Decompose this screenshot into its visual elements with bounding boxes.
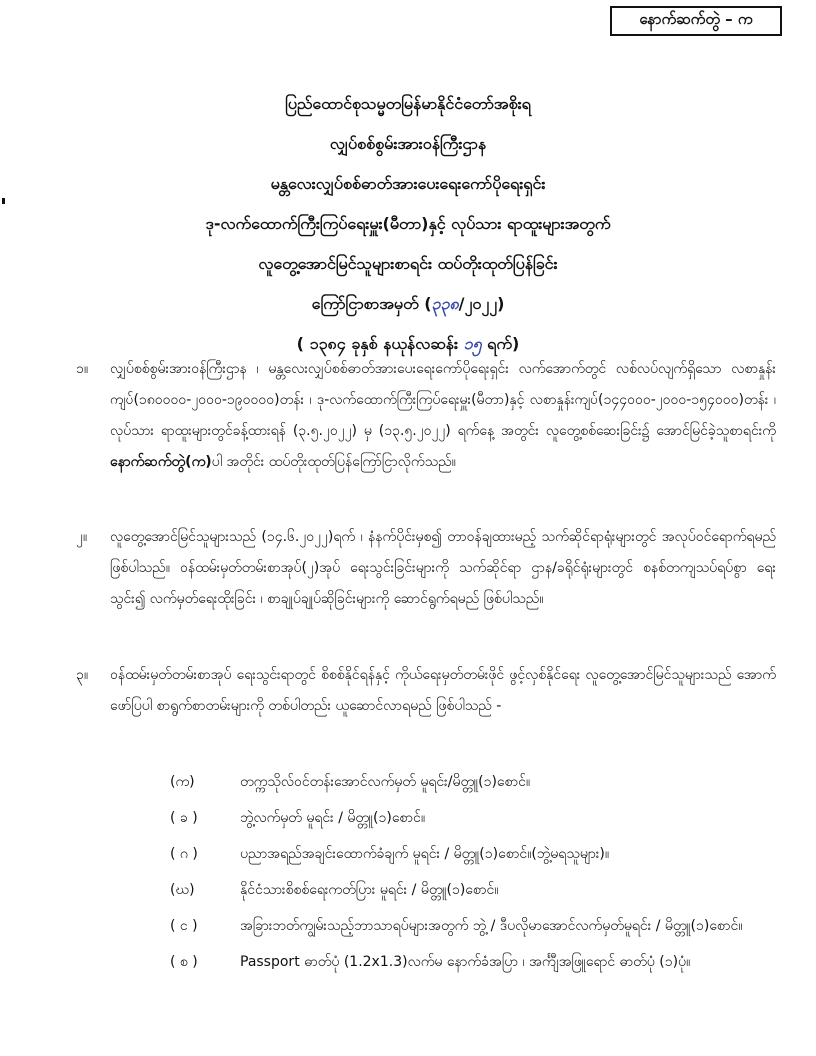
list-item xyxy=(170,768,776,796)
paragraph-text: လျှပ်စစ်စွမ်းအားဝန်ကြီးဌာန ၊ မန္တလေးလျှပ်စစ်ဓာတ်အားပေးရေးကော်ပိုရေးရှင်း လက်အောက်တွင် လစ်လပ်လျက်ရှိသော လစာနှုန်းကျပ်(၁၈၀၀၀၀-၂၀၀၀-၁၉၀၀၀၀)တန်း ၊ ဒု-လက်ထောက်ကြီးကြပ်ရေးမှူး(မီတာ)နှင့် လစာနှုန်းကျပ်(၁၄၄၀၀၀-၂၀၀၀-၁၅၄၀၀၀)တန်း ၊ လုပ်သား ရာထူးများတွင်ခန့်ထားရန် (၃.၅.၂၀၂၂) မှ (၁၃.၅.၂၀၂၂) ရက်နေ့ အတွင်း လူတွေ့စစ်ဆေးခြင်း၌ အောင်မြင်ခဲ့သူစာရင်းကို xyxy=(110,361,776,439)
notice-number-handwritten: ၃၃၈ xyxy=(431,294,459,313)
list-item xyxy=(170,840,776,868)
date-suffix: ရက်) xyxy=(481,334,520,353)
document-list xyxy=(170,768,776,984)
date-handwritten-day: ၁၅ xyxy=(463,334,482,353)
paragraph-text-after: ပါ အတိုင်း ထပ်တိုးထုတ်ပြန်ကြော်ငြာလိုက်သည်။ xyxy=(211,454,456,470)
paragraph-3 xyxy=(76,660,776,722)
notice-number-suffix: /၂၀၂၂) xyxy=(458,294,505,313)
paragraph-bold-ref: နောက်ဆက်တွဲ(က) xyxy=(110,454,212,470)
header-corporation: မန္တလေးလျှပ်စစ်ဓာတ်အားပေးရေးကော်ပိုရေးရှင်း xyxy=(270,174,546,193)
list-marker: (က) xyxy=(170,774,195,790)
paragraph-2 xyxy=(76,522,776,615)
scan-mark xyxy=(2,198,5,204)
list-item xyxy=(170,948,776,976)
list-item-text: ဘွဲ့လက်မှတ် မူရင်း / မိတ္တူ(၁)စောင်။ xyxy=(240,810,426,826)
paragraph-text: ဝန်ထမ်းမှတ်တမ်းစာအုပ် ရေးသွင်းရာတွင် စိစစ်နိုင်ရန်နှင့် ကိုယ်ရေးမှတ်တမ်းဖိုင် ဖွင့်လှစ်နိုင်ရေး လူတွေ့အောင်မြင်သူများသည် အောက်ဖော်ပြပါ စာရွက်စာတမ်းများကို တစ်ပါတည်း ယူဆောင်လာရမည် ဖြစ်ပါသည် - xyxy=(110,667,776,714)
paragraph-1 xyxy=(76,354,776,478)
header-positions: ဒု-လက်ထောက်ကြီးကြပ်ရေးမှူး(မီတာ)နှင့် လုပ်သား ရာထူးများအတွက် xyxy=(205,214,611,233)
list-marker: ( င ) xyxy=(170,918,198,934)
list-item xyxy=(170,804,776,832)
list-marker: ( စ ) xyxy=(170,954,198,970)
header-ministry: လျှပ်စစ်စွမ်းအားဝန်ကြီးဌာန xyxy=(329,134,487,153)
list-marker: ( ဂ ) xyxy=(170,846,198,862)
annex-label: နောက်ဆက်တွဲ – က xyxy=(610,6,782,36)
document-header xyxy=(40,84,776,364)
header-subject: လူတွေ့အောင်မြင်သူများစာရင်း ထပ်တိုးထုတ်ပြန်ခြင်း xyxy=(258,254,558,273)
list-item-text: Passport ဓာတ်ပုံ (1.2x1.3)လက်မ နောက်ခံအပြာ ၊ အင်္ကျီအဖြူရောင် ဓာတ်ပုံ (၁)ပုံ။ xyxy=(240,954,691,970)
list-marker: (ဃ) xyxy=(170,882,195,898)
list-item xyxy=(170,876,776,904)
list-item xyxy=(170,912,776,940)
paragraph-number: ၃။ xyxy=(76,667,89,683)
paragraph-number: ၂။ xyxy=(76,529,88,545)
paragraph-text: လူတွေ့အောင်မြင်သူများသည် (၁၄.၆.၂၀၂၂)ရက် ၊ နံနက်ပိုင်းမှစ၍ တာဝန်ချထားမည့် သက်ဆိုင်ရာရုံးများတွင် အလုပ်ဝင်ရောက်ရမည်ဖြစ်ပါသည်။ ဝန်ထမ်းမှတ်တမ်းစာအုပ်(၂)အုပ် ရေးသွင်းခြင်းများကို သက်ဆိုင်ရာ ဌာန/ခရိုင်ရုံးများတွင် စနစ်တကျသပ်ရပ်စွာ ရေးသွင်း၍ လက်မှတ်ရေးထိုးခြင်း ၊ စာချုပ်ချုပ်ဆိုခြင်းများကို ဆောင်ရွက်ရမည် ဖြစ်ပါသည်။ xyxy=(110,529,776,607)
list-item-text: နိုင်ငံသားစိစစ်ရေးကတ်ပြား မူရင်း / မိတ္တူ(၁)စောင်။ xyxy=(240,882,499,898)
list-item-text: တက္ကသိုလ်ဝင်တန်းအောင်လက်မှတ် မူရင်း/မိတ္တူ(၁)စောင်။ xyxy=(240,774,531,790)
list-item-text: ပညာအရည်အချင်းထောက်ခံချက် မူရင်း / မိတ္တူ(၁)စောင်။(ဘွဲ့မရသူများ)။ xyxy=(240,846,610,862)
header-government: ပြည်ထောင်စုသမ္မတမြန်မာနိုင်ငံတော်အစိုးရ xyxy=(285,94,531,113)
paragraph-number: ၁။ xyxy=(76,361,89,377)
list-marker: ( ခ ) xyxy=(170,810,198,826)
list-item-text: အခြားဘတ်ကျွမ်းသည့်ဘာသာရပ်များအတွက် ဘွဲ့ / ဒီပလိုမာအောင်လက်မှတ်မူရင်း / မိတ္တူ(၁)စောင်။ xyxy=(240,918,743,934)
notice-number-prefix: ကြော်ငြာစာအမှတ် ( xyxy=(311,294,432,313)
date-prefix: ( ၁၃၈၄ ခုနှစ် နယုန်လဆန်း xyxy=(296,334,464,353)
header-notice-number xyxy=(40,284,776,324)
